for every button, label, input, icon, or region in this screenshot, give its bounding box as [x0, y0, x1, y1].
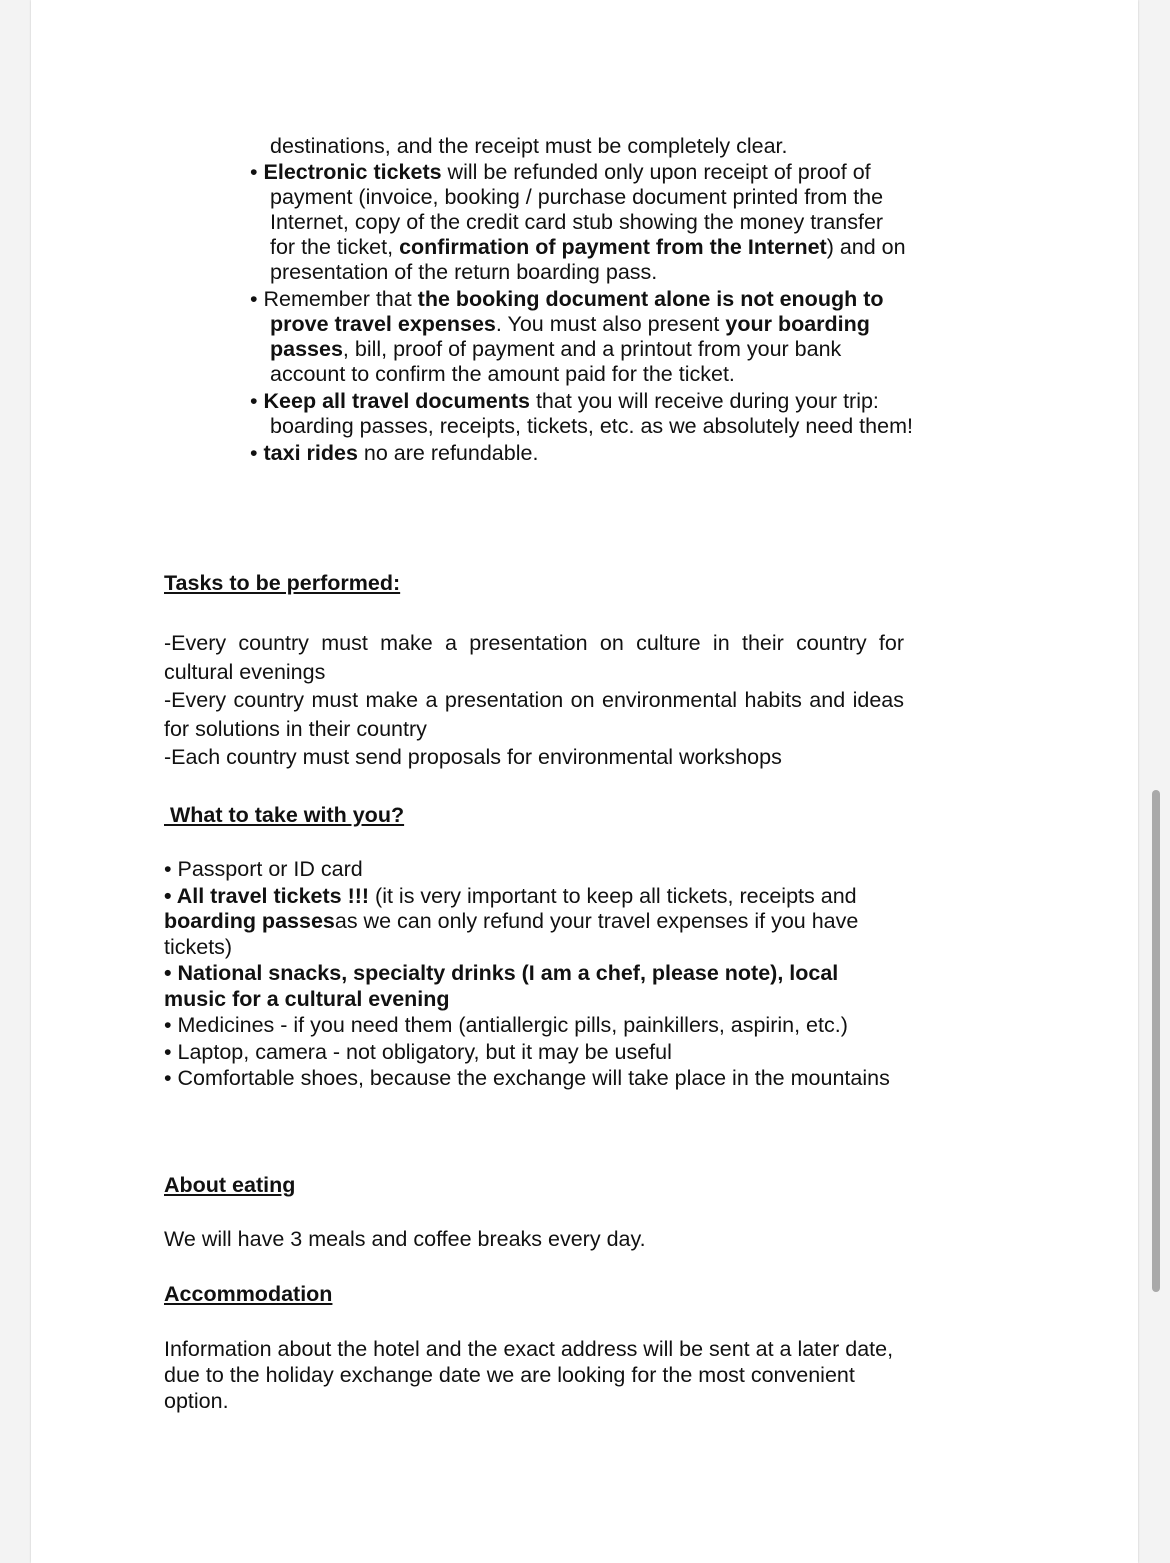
accommodation-heading: Accommodation — [164, 1282, 333, 1306]
list-item-text: • Medicines - if you need them (antiallergic pills, painkillers, aspirin, etc.) — [164, 1013, 848, 1037]
list-item — [164, 1040, 904, 1066]
list-item-text: destinations, and the receipt must be completely clear. — [270, 134, 788, 158]
list-item-text: Remember that — [263, 287, 418, 311]
tasks-heading: Tasks to be performed: — [164, 571, 401, 595]
document-page — [31, 0, 1138, 1563]
list-item — [164, 1013, 904, 1039]
list-item — [164, 857, 904, 883]
list-item-text: , bill, proof of payment and a printout from your bank account to confirm the amount paid for the ticket. — [270, 337, 842, 386]
list-item — [234, 389, 914, 439]
task-line: -Every country must make a presentation on culture in their country for cultural evenings — [164, 631, 904, 684]
list-item-text: . You must also present — [495, 312, 726, 336]
take-heading: What to take with you? — [164, 803, 405, 827]
list-item-text: that you will receive during your trip: boarding passes, receipts, tickets, etc. as we absolutely need them! — [270, 389, 913, 438]
list-item — [234, 134, 914, 159]
list-item — [234, 287, 914, 387]
list-item-bold: • All travel tickets !!! — [164, 883, 370, 908]
list-item — [164, 884, 904, 961]
list-item — [164, 1066, 904, 1092]
list-item-bold: Keep all travel documents — [263, 389, 530, 413]
list-item-text: • Passport or ID card — [164, 857, 363, 881]
tasks-list — [164, 629, 904, 772]
list-item-bold: taxi rides — [263, 441, 358, 465]
list-item — [234, 160, 914, 285]
task-line: -Every country must make a presentation on environmental habits and ideas for solutions in their country — [164, 688, 904, 741]
bullet-glyph: • — [250, 287, 264, 311]
list-item-bold: the booking document alone is not enough to prove travel expenses — [270, 287, 884, 336]
list-item-bold: your boarding passes — [270, 312, 870, 361]
list-item-text: no are refundable. — [357, 441, 539, 465]
list-item-text: ) and on presentation of the return boarding pass. — [270, 235, 906, 284]
list-item-bold: confirmation of payment from the Internet — [399, 235, 827, 259]
list-item-text: will be refunded only upon receipt of proof of payment (invoice, booking / purchase document printed from the Internet, copy of the credit card stub showing the money transfer for the ticket, — [270, 160, 884, 259]
list-item-text: (it is very important to keep all tickets, receipts and — [369, 883, 857, 908]
bullet-glyph: • — [250, 389, 264, 413]
list-item — [164, 961, 904, 1012]
vertical-scrollbar[interactable] — [1152, 790, 1160, 1292]
travel-rules-list — [234, 134, 914, 468]
eating-text: We will have 3 meals and coffee breaks every day. — [164, 1227, 646, 1251]
list-item-text: • Laptop, camera - not obligatory, but it may be useful — [164, 1039, 672, 1064]
eating-heading: About eating — [164, 1173, 296, 1197]
list-item — [234, 441, 914, 466]
list-item-text: as we can only refund your travel expenses if you have tickets) — [164, 909, 859, 959]
list-item-bold: Electronic tickets — [263, 160, 442, 184]
take-list — [164, 857, 904, 1093]
accommodation-text: Information about the hotel and the exact address will be sent at a later date, due to the holiday exchange date we are looking for the most convenient option. — [164, 1337, 894, 1413]
list-item-text: • Comfortable shoes, because the exchange will take place in the mountains — [164, 1066, 890, 1090]
bullet-glyph: • — [250, 441, 264, 465]
list-item-bold: • National snacks, specialty drinks (I am a chef, please note), local music for a cultural evening — [164, 961, 839, 1011]
task-line: -Each country must send proposals for environmental workshops — [164, 745, 782, 769]
list-item-bold: boarding passes — [164, 909, 335, 933]
bullet-glyph: • — [250, 160, 264, 184]
